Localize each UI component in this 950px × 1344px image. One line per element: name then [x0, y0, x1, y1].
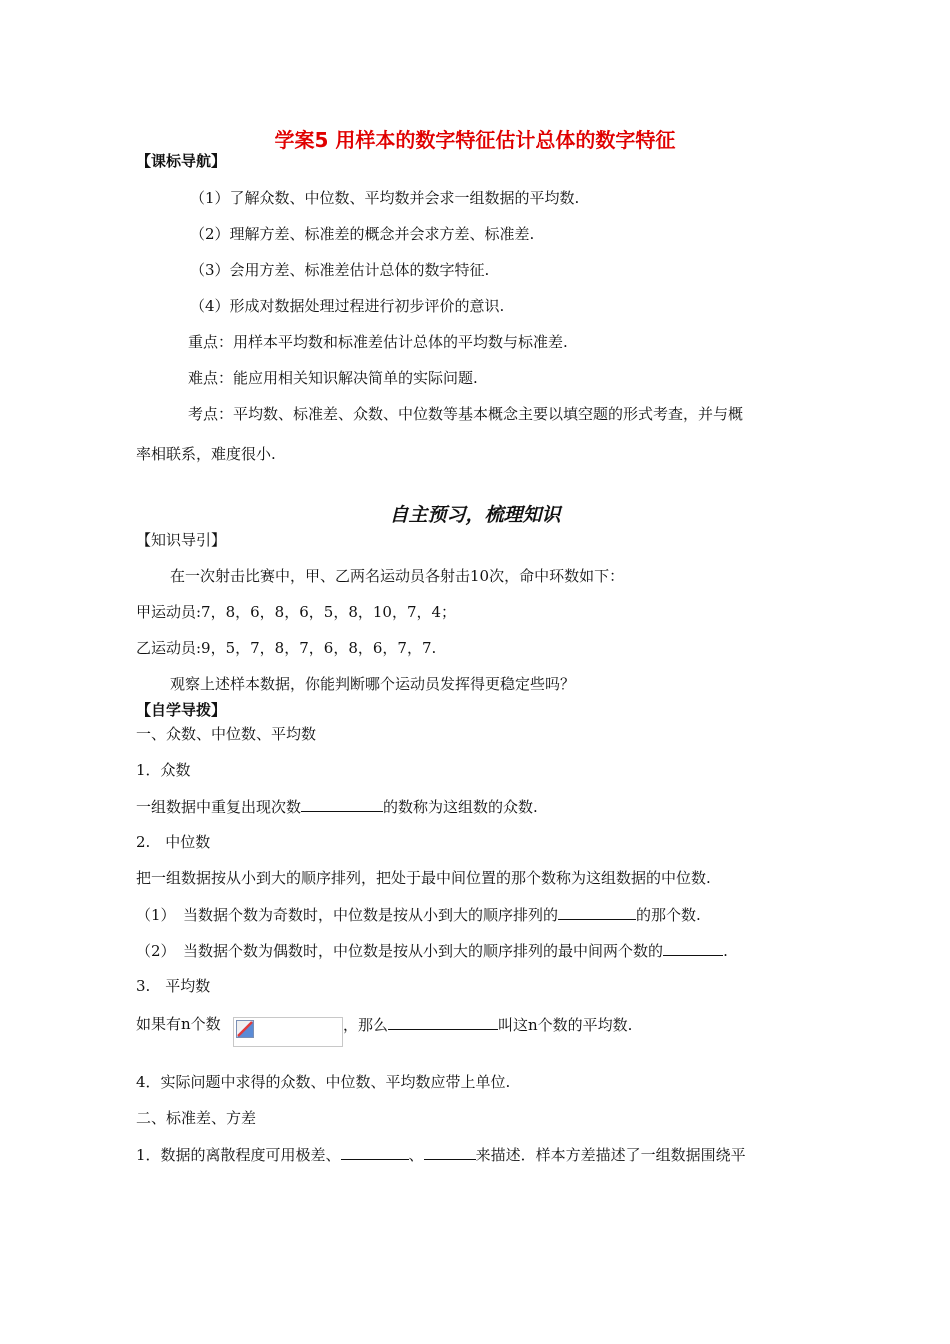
- mean-definition-rest: [343, 1014, 632, 1035]
- section-header-self-study: 【自学导拨】: [136, 701, 227, 719]
- key-point: 重点：用样本平均数和标准差估计总体的平均数与标准差.: [188, 333, 568, 351]
- mean-text-c: 叫这n个数的平均数.: [498, 1016, 633, 1034]
- median-odd-text-a: （1） 当数据个数为奇数时，中位数是按从小到大的顺序排列的: [136, 906, 559, 924]
- part1-title: 一、众数、中位数、平均数: [136, 725, 317, 743]
- exam-point-line2: 率相联系，难度很小.: [136, 445, 276, 463]
- mean-blank[interactable]: [388, 1014, 498, 1030]
- median-title: 2. 中位数: [136, 833, 211, 851]
- mean-title: 3. 平均数: [136, 977, 211, 995]
- formula-image-placeholder: [233, 1017, 343, 1047]
- dispersion-text-c: 来描述．样本方差描述了一组数据围绕平: [475, 1146, 746, 1164]
- nav-item-2: （2）理解方差、标准差的概念并会求方差、标准差.: [190, 225, 535, 243]
- exam-point-line1: 考点：平均数、标准差、众数、中位数等基本概念主要以填空题的形式考查，并与概: [188, 405, 744, 423]
- section-header-intro: 【知识导引】: [136, 531, 227, 549]
- dispersion-text-b: 、: [408, 1146, 424, 1164]
- intro-text: 在一次射击比赛中，甲、乙两名运动员各射击10次，命中环数如下：: [170, 567, 625, 585]
- mode-blank[interactable]: [301, 796, 383, 812]
- median-even-text-a: （2） 当数据个数为偶数时，中位数是按从小到大的顺序排列的最中间两个数的: [136, 942, 664, 960]
- median-even-text-b: .: [723, 942, 728, 960]
- difficulty-point: 难点：能应用相关知识解决简单的实际问题.: [188, 369, 478, 387]
- part2-title: 二、标准差、方差: [136, 1109, 257, 1127]
- dispersion-text: [136, 1144, 746, 1165]
- dispersion-blank-2[interactable]: [424, 1144, 476, 1160]
- median-definition: 把一组数据按从小到大的顺序排列，把处于最中间位置的那个数称为这组数据的中位数.: [136, 869, 711, 887]
- broken-image-icon: [236, 1020, 254, 1038]
- median-even-blank[interactable]: [663, 940, 723, 956]
- section-header-nav: 【课标导航】: [136, 152, 227, 170]
- nav-item-3: （3）会用方差、标准差估计总体的数字特征.: [190, 261, 490, 279]
- mean-text-a: 如果有n个数: [136, 1015, 221, 1033]
- nav-item-1: （1）了解众数、中位数、平均数并会求一组数据的平均数.: [190, 189, 580, 207]
- section-title: 自主预习，梳理知识: [389, 504, 561, 526]
- athlete-a-data: 甲运动员:7，8，6，8，6，5，8，10，7，4；: [136, 603, 457, 621]
- median-odd-case: [136, 904, 701, 925]
- median-odd-blank[interactable]: [558, 904, 636, 920]
- units-note: 4．实际问题中求得的众数、中位数、平均数应带上单位.: [136, 1073, 511, 1091]
- median-odd-text-b: 的那个数.: [636, 906, 701, 924]
- median-even-case: [136, 940, 728, 961]
- dispersion-text-a: 1．数据的离散程度可用极差、: [136, 1146, 341, 1164]
- intro-question: 观察上述样本数据，你能判断哪个运动员发挥得更稳定些吗？: [170, 675, 576, 693]
- athlete-b-data: 乙运动员:9，5，7，8，7，6，8，6，7，7.: [136, 639, 437, 657]
- page-title: 学案5 用样本的数字特征估计总体的数字特征: [274, 128, 676, 152]
- mode-text-b: 的数称为这组数的众数.: [383, 798, 538, 816]
- mean-text-b: ，那么: [343, 1016, 389, 1034]
- mode-text-a: 一组数据中重复出现次数: [136, 798, 302, 816]
- mode-definition: [136, 796, 538, 817]
- dispersion-blank-1[interactable]: [341, 1144, 409, 1160]
- nav-item-4: （4）形成对数据处理过程进行初步评价的意识.: [190, 297, 505, 315]
- mode-title: 1．众数: [136, 761, 191, 779]
